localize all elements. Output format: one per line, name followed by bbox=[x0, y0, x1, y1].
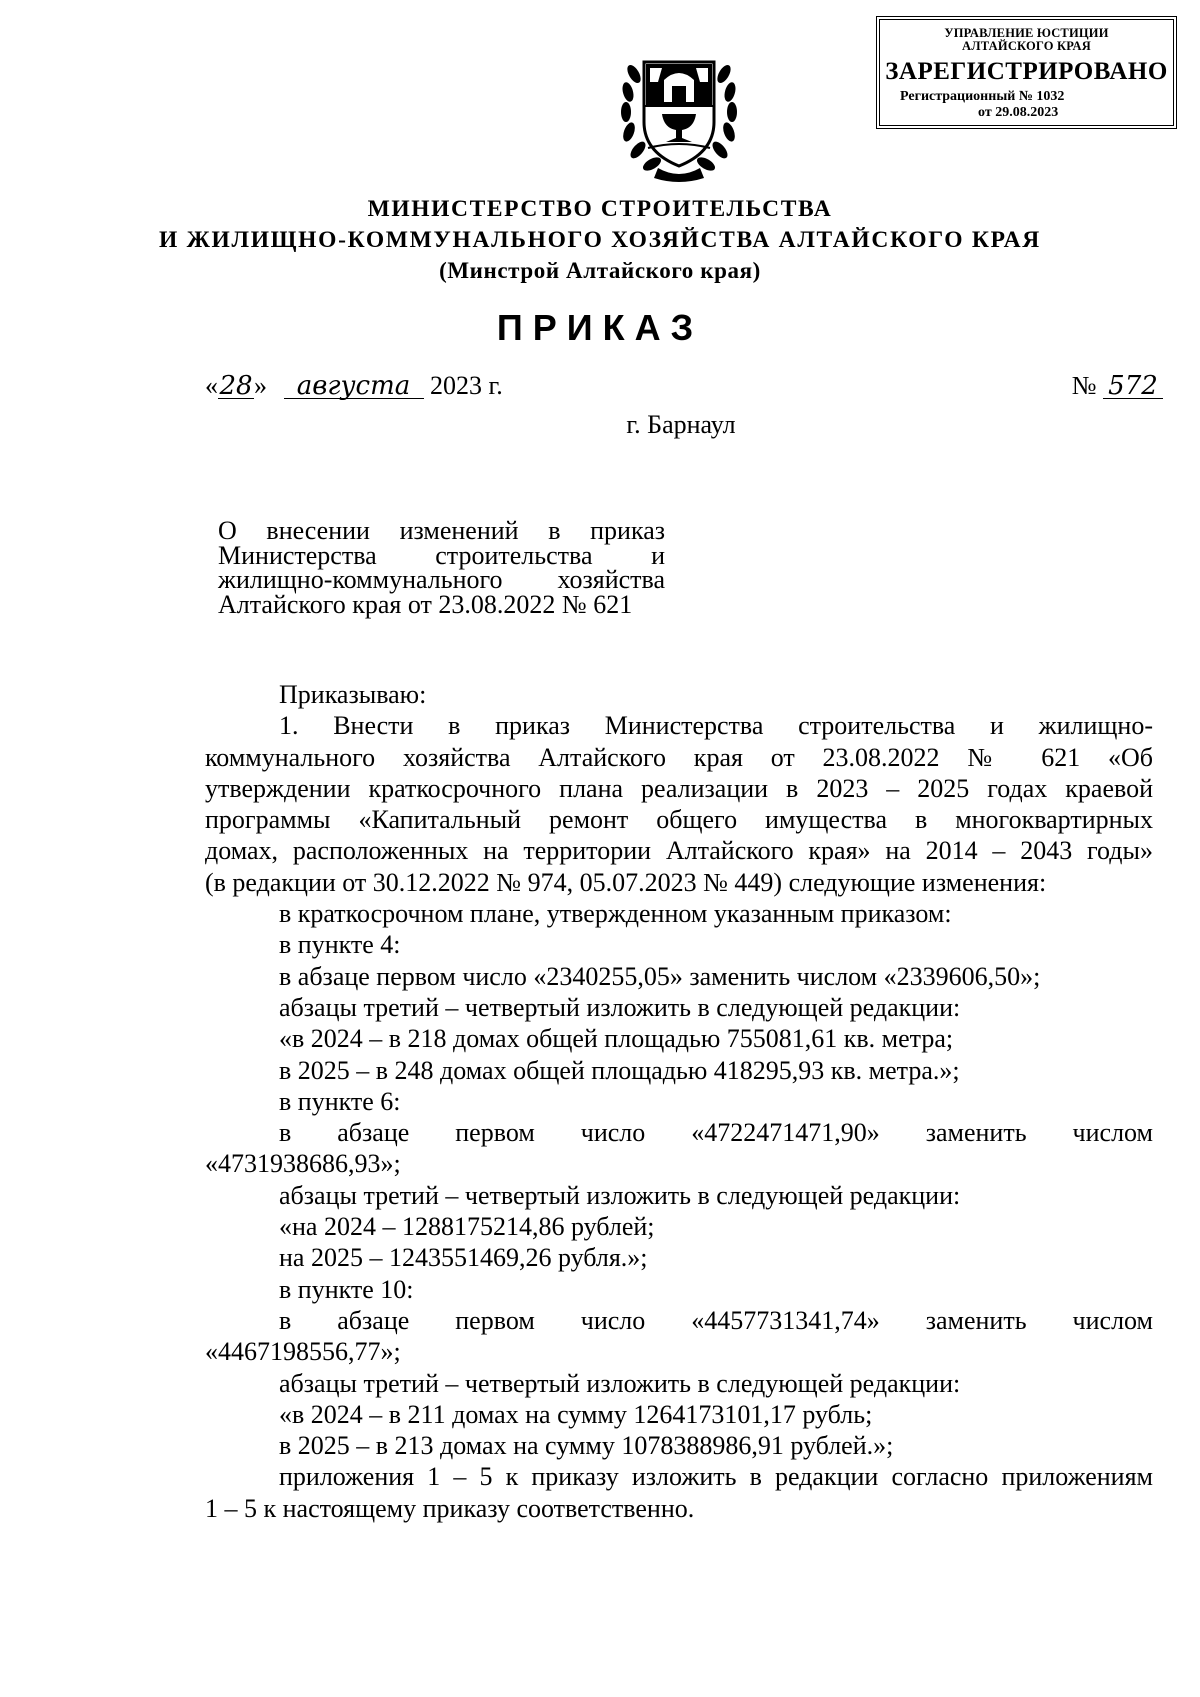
order-number-label: № bbox=[1071, 371, 1097, 400]
body-line: программы «Капитальный ремонт общего имущества в многоквартирных bbox=[205, 805, 1153, 835]
stamp-reg-date: от 29.08.2023 bbox=[978, 105, 1059, 120]
body-line: домах, расположенных на территории Алтайского края» на 2014 – 2043 годы» bbox=[205, 836, 1153, 866]
body-line: в абзаце первом число «4457731341,74» заменить числом bbox=[279, 1305, 1153, 1335]
date-year: 2023 г. bbox=[430, 371, 503, 400]
body-line: «на 2024 – 1288175214,86 рублей; bbox=[279, 1212, 655, 1242]
body-line: приложения 1 – 5 к приказу изложить в редакции согласно приложениям bbox=[279, 1462, 1153, 1492]
ministry-header bbox=[0, 194, 1200, 286]
body-line: в абзаце первом число «2340255,05» заменить числом «2339606,50»; bbox=[279, 961, 1041, 991]
body-line: коммунального хозяйства Алтайского края от 23.08.2022 № 621 «Об bbox=[205, 742, 1153, 772]
body-line: в 2025 – в 213 домах на сумму 1078388986,91 рублей.»; bbox=[279, 1431, 894, 1461]
body-line: (в редакции от 30.12.2022 № 974, 05.07.2023 № 449) следующие изменения: bbox=[205, 867, 1047, 897]
date-month: августа bbox=[284, 374, 424, 399]
date-day: 28 bbox=[219, 371, 253, 401]
stamp-reg-number: Регистрационный № 1032 bbox=[900, 89, 1065, 104]
body-line: в пункте 6: bbox=[279, 1086, 401, 1116]
body-line: утверждении краткосрочного плана реализации в 2023 – 2025 годах краевой bbox=[205, 773, 1153, 803]
body-line: «в 2024 – в 218 домах общей площадью 755081,61 кв. метра; bbox=[279, 1024, 954, 1054]
stamp-org-line2: АЛТАЙСКОГО КРАЯ bbox=[962, 39, 1091, 53]
body-line: в 2025 – в 248 домах общей площадью 418295,93 кв. метра.»; bbox=[279, 1055, 960, 1085]
ministry-name-line1: МИНИСТЕРСТВО СТРОИТЕЛЬСТВА bbox=[367, 196, 833, 222]
registration-stamp bbox=[876, 16, 1177, 129]
body-line: в пункте 4: bbox=[279, 930, 401, 960]
ministry-short-name: (Минстрой Алтайского края) bbox=[439, 258, 761, 283]
subject-line: Алтайского края от 23.08.2022 № 621 bbox=[218, 589, 633, 619]
order-date bbox=[205, 371, 503, 401]
order-city: г. Барнаул bbox=[626, 410, 736, 439]
stamp-status: ЗАРЕГИСТРИРОВАНО bbox=[885, 58, 1168, 85]
date-quote-open: « bbox=[205, 371, 218, 400]
body-line: абзацы третий – четвертый изложить в следующей редакции: bbox=[279, 992, 961, 1022]
ministry-name-line2: И ЖИЛИЩНО-КОММУНАЛЬНОГО ХОЗЯЙСТВА АЛТАЙСКОГО КРАЯ bbox=[159, 227, 1041, 253]
body-line: «4467198556,77»; bbox=[205, 1337, 401, 1367]
order-subject bbox=[218, 516, 665, 619]
order-body bbox=[205, 679, 1153, 1524]
body-line: «4731938686,93»; bbox=[205, 1149, 401, 1179]
subject-line: Министерства строительства и bbox=[218, 540, 665, 570]
document-type-title: ПРИКАЗ bbox=[496, 307, 704, 348]
body-line: Приказываю: bbox=[279, 680, 427, 709]
subject-line: О внесении изменений в приказ bbox=[218, 516, 665, 545]
body-line: в пункте 10: bbox=[279, 1274, 414, 1304]
body-line: 1 – 5 к настоящему приказу соответственно. bbox=[205, 1493, 695, 1523]
body-line: 1. Внести в приказ Министерства строительства и жилищно- bbox=[279, 711, 1153, 741]
body-line: «в 2024 – в 211 домах на сумму 1264173101,17 рубль; bbox=[279, 1399, 873, 1429]
body-line: абзацы третий – четвертый изложить в следующей редакции: bbox=[279, 1180, 961, 1210]
stamp-org-line1: УПРАВЛЕНИЕ ЮСТИЦИИ bbox=[944, 26, 1109, 40]
subject-line: жилищно-коммунального хозяйства bbox=[218, 565, 665, 594]
body-line: в абзаце первом число «4722471471,90» заменить числом bbox=[279, 1118, 1153, 1148]
coat-of-arms-icon bbox=[620, 44, 738, 182]
body-line: в краткосрочном плане, утвержденном указанным приказом: bbox=[279, 899, 952, 929]
body-line: абзацы третий – четвертый изложить в следующей редакции: bbox=[279, 1368, 961, 1398]
body-line: на 2025 – 1243551469,26 рубля.»; bbox=[279, 1243, 648, 1273]
order-number bbox=[1072, 371, 1163, 401]
date-quote-close: » bbox=[254, 371, 267, 400]
order-number-value: 572 bbox=[1103, 374, 1163, 399]
